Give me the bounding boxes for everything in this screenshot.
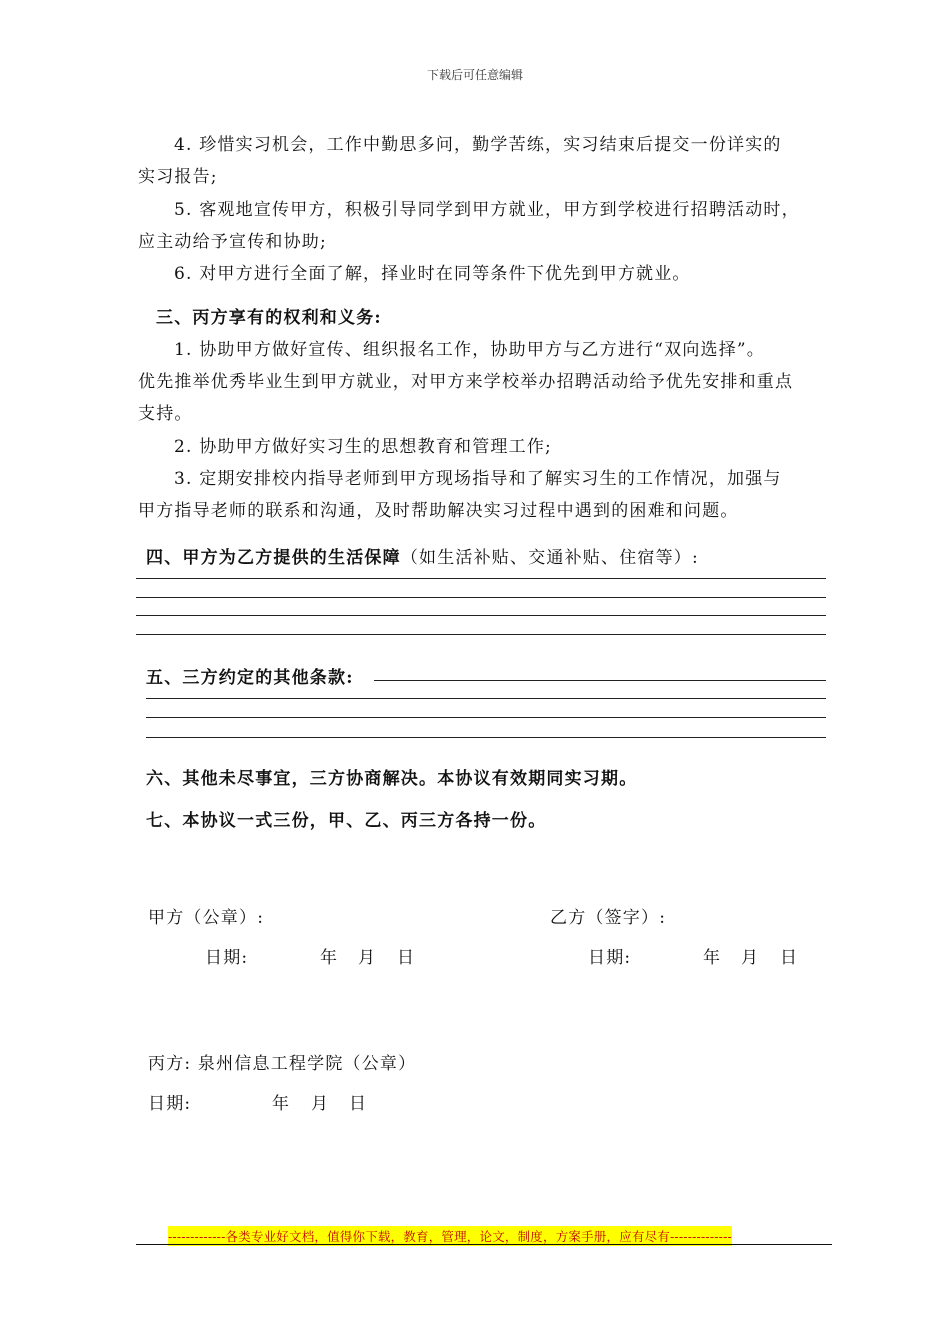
section-7-text: 七、本协议一式三份，甲、乙、丙三方各持一份。 — [146, 811, 547, 831]
section-4-note: （如生活补贴、交通补贴、住宿等）: — [400, 548, 699, 568]
party-a-date-label: 日期: — [205, 948, 249, 968]
fill-line[interactable] — [146, 698, 826, 699]
section-5-heading: 五、三方约定的其他条款: — [146, 668, 354, 688]
item-6: 6. 对甲方进行全面了解，择业时在同等条件下优先到甲方就业。 — [174, 264, 691, 284]
section-6-text: 六、其他未尽事宜，三方协商解决。本协议有效期同实习期。 — [146, 769, 638, 789]
party-a-seal-label: 甲方（公章）: — [148, 908, 265, 928]
s3-item-3-line-1: 3. 定期安排校内指导老师到甲方现场指导和了解实习生的工作情况，加强与 — [174, 469, 782, 489]
fill-line[interactable] — [136, 615, 826, 616]
party-b-year: 年 — [703, 948, 722, 968]
s3-item-2: 2. 协助甲方做好实习生的思想教育和管理工作; — [174, 437, 552, 457]
item-5-line-2: 应主动给予宣传和协助; — [138, 232, 327, 252]
party-a-month: 月 — [358, 948, 377, 968]
page-header: 下载后可任意编辑 — [426, 68, 523, 82]
s3-item-1-line-2: 优先推举优秀毕业生到甲方就业，对甲方来学校举办招聘活动给予优先安排和重点 — [138, 372, 794, 392]
party-a-year: 年 — [320, 948, 339, 968]
s3-item-3-line-2: 甲方指导老师的联系和沟通，及时帮助解决实习过程中遇到的困难和问题。 — [138, 501, 739, 521]
s3-item-1-line-3: 支持。 — [138, 404, 193, 424]
party-b-month: 月 — [741, 948, 760, 968]
fill-line[interactable] — [136, 634, 826, 635]
section-4-heading-row — [146, 543, 699, 568]
party-b-day: 日 — [780, 948, 799, 968]
section-4-heading: 四、甲方为乙方提供的生活保障 — [146, 548, 401, 568]
party-a-day: 日 — [397, 948, 416, 968]
section-3-heading: 三、丙方享有的权利和义务: — [156, 308, 382, 328]
party-c-day: 日 — [349, 1094, 368, 1114]
fill-line[interactable] — [136, 578, 826, 579]
fill-line[interactable] — [374, 680, 826, 681]
party-c-year: 年 — [272, 1094, 291, 1114]
fill-line[interactable] — [136, 597, 826, 598]
item-4-line-2: 实习报告; — [138, 167, 218, 187]
item-4-line-1: 4. 珍惜实习机会，工作中勤思多问，勤学苦练，实习结束后提交一份详实的 — [174, 135, 782, 155]
fill-line[interactable] — [146, 737, 826, 738]
fill-line[interactable] — [146, 717, 826, 718]
party-b-sign-label: 乙方（签字）: — [550, 908, 667, 928]
footer-banner: -------------各类专业好文档，值得你下载，教育，管理，论文，制度，方案手册，应有尽有-------------- — [168, 1226, 732, 1246]
s3-item-1-line-1: 1. 协助甲方做好宣传、组织报名工作，协助甲方与乙方进行“双向选择”。 — [174, 340, 766, 360]
party-c-month: 月 — [311, 1094, 330, 1114]
party-b-date-label: 日期: — [588, 948, 632, 968]
footer-rule — [136, 1244, 832, 1245]
party-c-label: 丙方: 泉州信息工程学院（公章） — [148, 1054, 417, 1074]
item-5-line-1: 5. 客观地宣传甲方，积极引导同学到甲方就业，甲方到学校进行招聘活动时， — [174, 200, 800, 220]
party-c-date-label: 日期: — [148, 1094, 192, 1114]
